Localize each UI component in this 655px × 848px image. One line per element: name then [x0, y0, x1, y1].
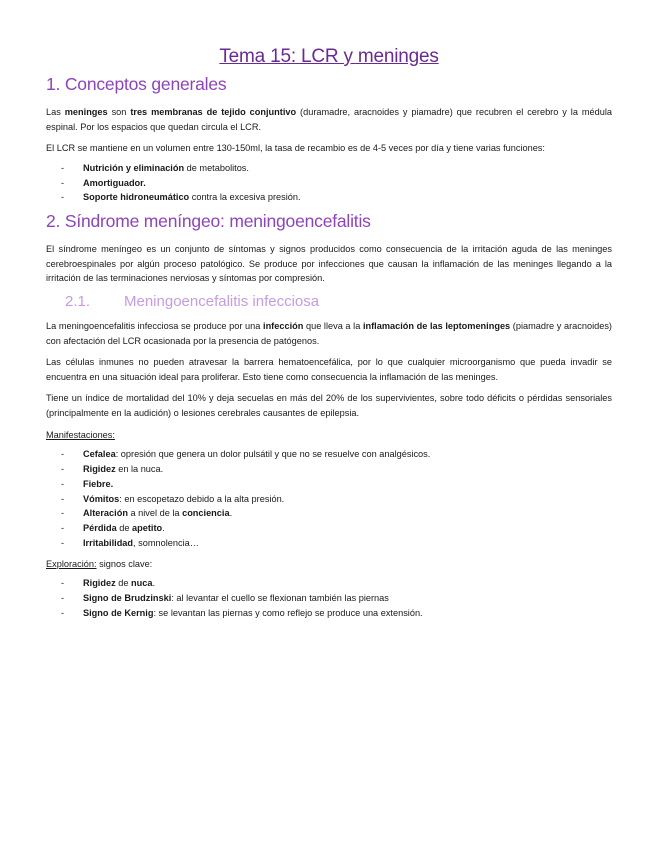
manifestations-list [46, 447, 612, 551]
exploration-list [46, 576, 612, 620]
exploration-label: Exploración: signos clave: [46, 558, 153, 569]
list-item: - Pérdida de apetito. [61, 523, 165, 534]
list-item: - Irritabilidad, somnolencia… [61, 537, 199, 548]
list-item: - Amortiguador. [61, 177, 146, 188]
subsection-paragraph-2: Las células inmunes no pueden atravesar la barrera hematoencefálica, por lo que cualquier microorganismo que pueda invadir se encuentra en una situación ideal para proliferar. Esto tiene como consecuencia la inflamación de las meninges. [46, 357, 612, 382]
list-item: - Nutrición y eliminación de metabolitos. [61, 162, 249, 173]
list-item: - Signo de Brudzinski: al levantar el cuello se flexionan también las piernas [61, 593, 389, 604]
subsection-paragraph-3: Tiene un índice de mortalidad del 10% y deja secuelas en más del 20% de los supervivientes, sobre todo déficits o pérdidas sensoriales (principalmente en la audición) o lesiones cerebrales causantes de epilepsia. [46, 393, 612, 418]
list-item: - Fiebre. [61, 478, 114, 489]
list-item: - Rigidez en la nuca. [61, 463, 164, 474]
functions-list [46, 161, 612, 205]
subsection-2-1-heading: 2.1. Meningoencefalitis infecciosa [65, 292, 320, 310]
section-1-paragraph-1: Las meninges son tres membranas de tejido conjuntivo (duramadre, aracnoides y piamadre) que recubren el cerebro y la médula espinal. Por los espacios que quedan circula el LCR. [46, 107, 612, 132]
section-2-heading: 2. Síndrome meníngeo: meningoencefalitis [46, 211, 371, 232]
section-1-heading: 1. Conceptos generales [46, 74, 227, 94]
document-page [46, 46, 612, 627]
list-item: - Soporte hidroneumático contra la excesiva presión. [61, 192, 301, 203]
section-1-paragraph-2: El LCR se mantiene en un volumen entre 130-150ml, la tasa de recambio es de 4-5 veces por día y tiene varias funciones: [46, 143, 545, 154]
subsection-paragraph-1: La meningoencefalitis infecciosa se produce por una infección que lleva a la inflamación de las leptomeninges (piamadre y aracnoides) con afectación del LCR ocasionada por la presencia de patógenos. [46, 320, 612, 346]
list-item: - Cefalea: opresión que genera un dolor pulsátil y que no se resuelve con analgésicos. [61, 449, 431, 460]
section-2-paragraph-1: El síndrome meníngeo es un conjunto de síntomas y signos producidos como consecuencia de la irritación aguda de las meninges cerebroespinales por algún proceso patológico. Se produce por infecciones que causan la inflamación de las meninges llegando a la irritación de las terminaciones nerviosas y síntomas por compresión. [46, 244, 612, 284]
manifestations-label: Manifestaciones: [46, 429, 115, 440]
list-item: - Rigidez de nuca. [61, 578, 156, 589]
document-title: Tema 15: LCR y meninges [219, 46, 439, 67]
list-item: - Signo de Kernig: se levantan las piernas y como reflejo se produce una extensión. [61, 607, 423, 618]
list-item: - Vómitos: en escopetazo debido a la alta presión. [61, 493, 285, 504]
list-item: - Alteración a nivel de la conciencia. [61, 508, 233, 519]
